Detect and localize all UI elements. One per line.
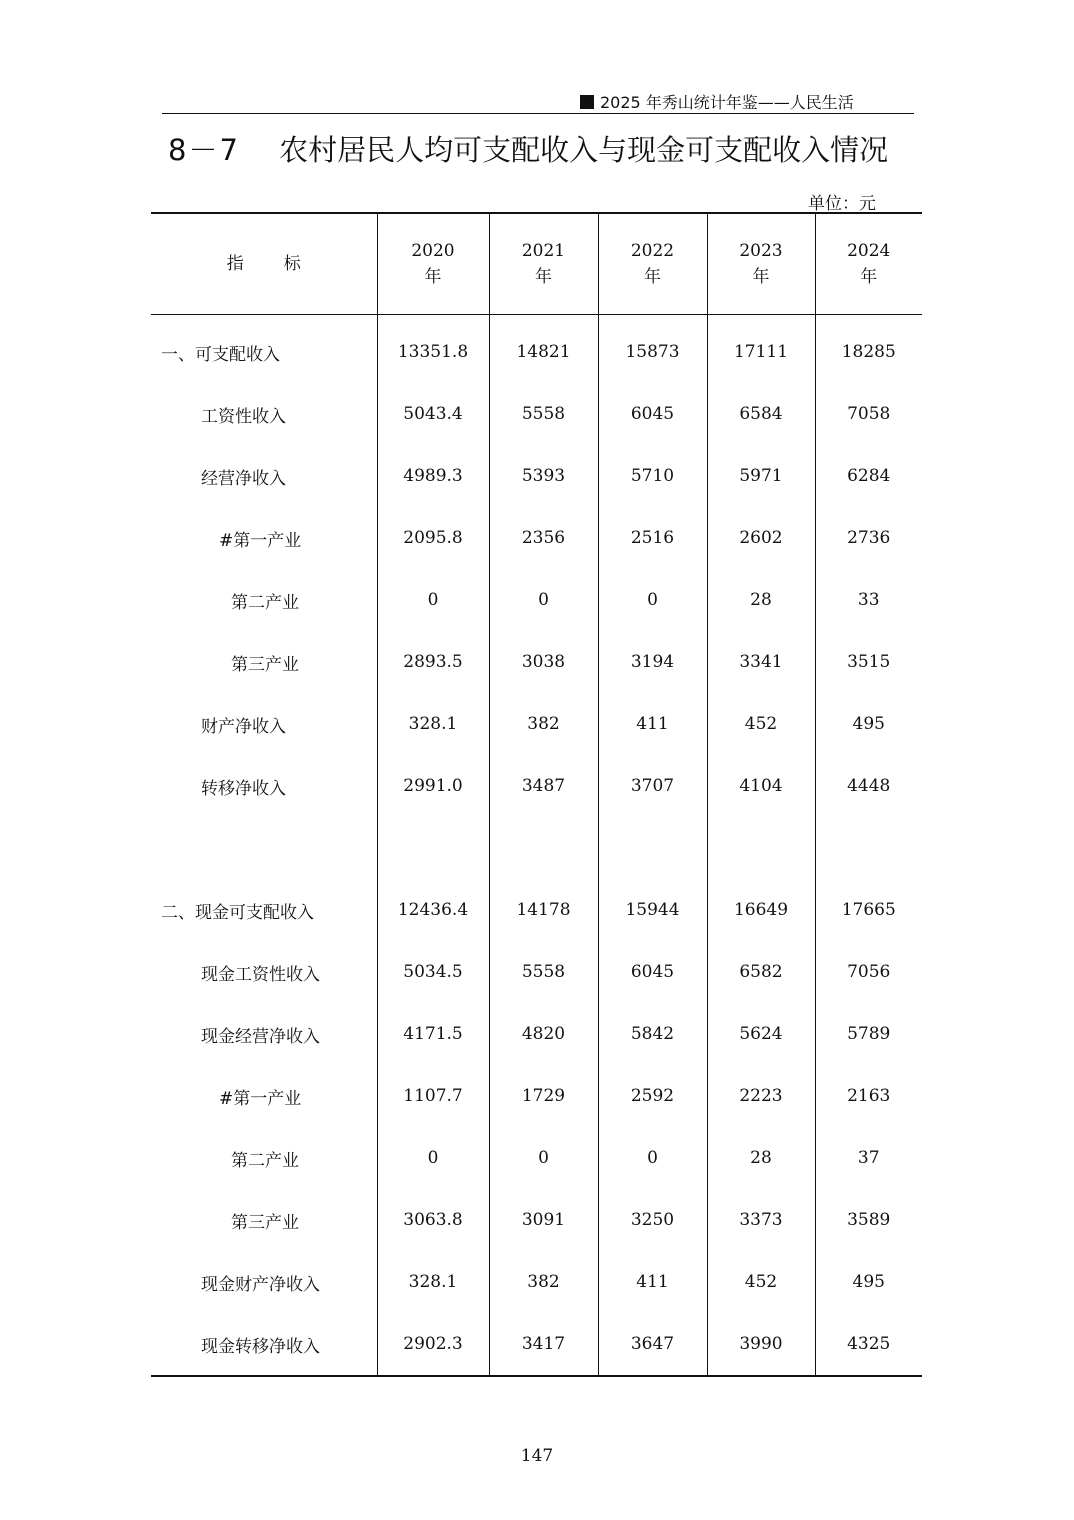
value-cell: 452	[707, 693, 815, 755]
value-cell: 5043.4	[377, 383, 489, 445]
indicator-header: 指标	[151, 213, 377, 315]
value-cell: 382	[489, 1251, 598, 1313]
value-cell: 14821	[489, 315, 598, 384]
value-cell: 2095.8	[377, 507, 489, 569]
row-label: 现金工资性收入	[201, 964, 320, 985]
value-cell: 6284	[815, 445, 922, 507]
year-value: 2020	[411, 241, 455, 261]
year-header	[707, 213, 815, 315]
value-cell: 17111	[707, 315, 815, 384]
year-value: 2024	[847, 241, 891, 261]
spacer-row	[151, 817, 922, 879]
value-cell: 2163	[815, 1065, 922, 1127]
table-title: 农村居民人均可支配收入与现金可支配收入情况	[279, 133, 889, 167]
value-cell: 17665	[815, 879, 922, 941]
page-title	[168, 128, 888, 169]
empty-cell	[489, 817, 598, 879]
empty-cell	[377, 817, 489, 879]
row-label: 二、现金可支配收入	[161, 902, 314, 923]
value-cell: 6582	[707, 941, 815, 1003]
year-suffix: 年	[535, 267, 552, 287]
header-square-icon	[580, 95, 594, 109]
value-cell: 2893.5	[377, 631, 489, 693]
value-cell: 7056	[815, 941, 922, 1003]
row-label: 第二产业	[231, 592, 299, 613]
value-cell: 37	[815, 1127, 922, 1189]
page-number: 147	[520, 1446, 554, 1466]
year-value: 2021	[521, 241, 566, 261]
row-label: 第三产业	[231, 654, 299, 675]
table-row	[151, 693, 922, 755]
value-cell: 452	[707, 1251, 815, 1313]
year-value: 2023	[739, 241, 783, 261]
value-cell: 411	[598, 1251, 707, 1313]
value-cell: 2736	[815, 507, 922, 569]
value-cell: 5710	[598, 445, 707, 507]
running-header	[580, 90, 914, 113]
value-cell: 0	[377, 1127, 489, 1189]
table-row	[151, 631, 922, 693]
table-row	[151, 383, 922, 445]
table-number: 8－7	[168, 133, 240, 167]
value-cell: 1729	[489, 1065, 598, 1127]
value-cell: 0	[489, 569, 598, 631]
value-cell: 5789	[815, 1003, 922, 1065]
row-label: 财产净收入	[201, 716, 286, 737]
value-cell: 5842	[598, 1003, 707, 1065]
value-cell: 4448	[815, 755, 922, 817]
row-label: 一、可支配收入	[161, 344, 280, 365]
table-row	[151, 569, 922, 631]
value-cell: 15944	[598, 879, 707, 941]
value-cell: 3647	[598, 1313, 707, 1376]
value-cell: 2602	[707, 507, 815, 569]
value-cell: 5624	[707, 1003, 815, 1065]
year-header	[815, 213, 922, 315]
value-cell: 2356	[489, 507, 598, 569]
value-cell: 0	[489, 1127, 598, 1189]
value-cell: 2516	[598, 507, 707, 569]
row-label: 第三产业	[231, 1212, 299, 1233]
year-suffix: 年	[860, 267, 878, 287]
value-cell: 3194	[598, 631, 707, 693]
value-cell: 3515	[815, 631, 922, 693]
value-cell: 15873	[598, 315, 707, 384]
value-cell: 5393	[489, 445, 598, 507]
table-row	[151, 879, 922, 941]
value-cell: 3341	[707, 631, 815, 693]
empty-cell	[598, 817, 707, 879]
row-label: 经营净收入	[201, 468, 286, 489]
value-cell: 3063.8	[377, 1189, 489, 1251]
value-cell: 6045	[598, 383, 707, 445]
row-label: 现金财产净收入	[201, 1274, 320, 1295]
value-cell: 4104	[707, 755, 815, 817]
value-cell: 18285	[815, 315, 922, 384]
value-cell: 12436.4	[377, 879, 489, 941]
value-cell: 5034.5	[377, 941, 489, 1003]
value-cell: 2902.3	[377, 1313, 489, 1376]
empty-cell	[707, 817, 815, 879]
value-cell: 3707	[598, 755, 707, 817]
value-cell: 3487	[489, 755, 598, 817]
year-suffix: 年	[752, 267, 770, 287]
value-cell: 3417	[489, 1313, 598, 1376]
row-label: 工资性收入	[201, 406, 286, 427]
row-label: #第一产业	[219, 1088, 302, 1109]
value-cell: 3091	[489, 1189, 598, 1251]
row-label: 现金转移净收入	[201, 1336, 320, 1357]
value-cell: 3373	[707, 1189, 815, 1251]
table-row	[151, 315, 922, 384]
value-cell: 411	[598, 693, 707, 755]
year-value: 2022	[630, 241, 675, 261]
header-text: 2025 年秀山统计年鉴——人民生活	[600, 93, 854, 112]
value-cell: 5558	[489, 941, 598, 1003]
value-cell: 6584	[707, 383, 815, 445]
year-suffix: 年	[644, 267, 661, 287]
value-cell: 16649	[707, 879, 815, 941]
value-cell: 328.1	[377, 1251, 489, 1313]
value-cell: 7058	[815, 383, 922, 445]
table-row	[151, 1065, 922, 1127]
table-row	[151, 1003, 922, 1065]
table-row	[151, 1189, 922, 1251]
value-cell: 2592	[598, 1065, 707, 1127]
value-cell: 0	[598, 1127, 707, 1189]
value-cell: 4820	[489, 1003, 598, 1065]
empty-cell	[815, 817, 922, 879]
table-header-row	[151, 213, 922, 315]
value-cell: 28	[707, 1127, 815, 1189]
value-cell: 4171.5	[377, 1003, 489, 1065]
value-cell: 3038	[489, 631, 598, 693]
row-label: 转移净收入	[201, 778, 286, 799]
row-label: #第一产业	[219, 530, 302, 551]
unit-label: 单位：元	[808, 194, 876, 214]
value-cell: 1107.7	[377, 1065, 489, 1127]
table-row	[151, 1127, 922, 1189]
value-cell: 495	[815, 693, 922, 755]
value-cell: 0	[598, 569, 707, 631]
table-row	[151, 941, 922, 1003]
value-cell: 3250	[598, 1189, 707, 1251]
value-cell: 495	[815, 1251, 922, 1313]
value-cell: 382	[489, 693, 598, 755]
year-header	[598, 213, 707, 315]
table-row	[151, 507, 922, 569]
row-label: 现金经营净收入	[201, 1026, 320, 1047]
value-cell: 2991.0	[377, 755, 489, 817]
value-cell: 0	[377, 569, 489, 631]
value-cell: 2223	[707, 1065, 815, 1127]
value-cell: 4325	[815, 1313, 922, 1376]
table-row	[151, 1313, 922, 1376]
table-row	[151, 1251, 922, 1313]
year-suffix: 年	[424, 267, 442, 287]
year-header	[377, 213, 489, 315]
income-table	[151, 212, 922, 1377]
value-cell: 5971	[707, 445, 815, 507]
empty-cell	[151, 817, 377, 879]
value-cell: 28	[707, 569, 815, 631]
table-row	[151, 445, 922, 507]
value-cell: 14178	[489, 879, 598, 941]
value-cell: 4989.3	[377, 445, 489, 507]
year-header	[489, 213, 598, 315]
value-cell: 3990	[707, 1313, 815, 1376]
value-cell: 3589	[815, 1189, 922, 1251]
value-cell: 13351.8	[377, 315, 489, 384]
row-label: 第二产业	[231, 1150, 299, 1171]
table-row	[151, 755, 922, 817]
value-cell: 5558	[489, 383, 598, 445]
table-body	[151, 315, 922, 1377]
value-cell: 328.1	[377, 693, 489, 755]
header-rule	[162, 113, 914, 114]
value-cell: 6045	[598, 941, 707, 1003]
value-cell: 33	[815, 569, 922, 631]
